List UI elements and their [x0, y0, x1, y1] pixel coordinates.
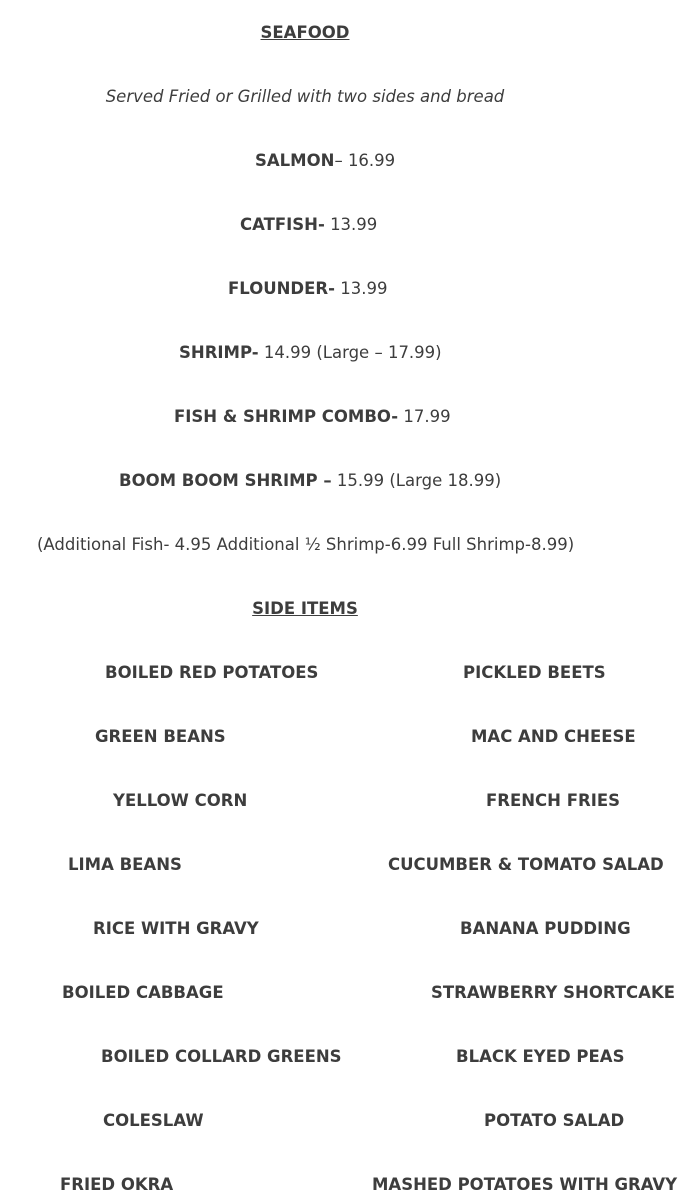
seafood-subtitle: Served Fried or Grilled with two sides and bread	[105, 87, 505, 106]
item-name: SALMON	[255, 151, 335, 170]
menu-item-salmon	[255, 150, 395, 172]
menu-item-fish-shrimp-combo	[174, 406, 451, 428]
side-item-right: BANANA PUDDING	[460, 919, 631, 938]
side-item-right: CUCUMBER & TOMATO SALAD	[388, 855, 664, 874]
item-price: 15.99 (Large 18.99)	[336, 471, 502, 490]
item-price: 14.99 (Large – 17.99)	[263, 343, 442, 362]
item-name: FISH & SHRIMP COMBO-	[174, 407, 399, 426]
side-item-left: FRIED OKRA	[60, 1175, 174, 1194]
menu-item-flounder	[228, 278, 387, 300]
item-price: 17.99	[403, 407, 451, 426]
side-item-right: FRENCH FRIES	[486, 791, 620, 810]
item-name: BOOM BOOM SHRIMP –	[119, 471, 332, 490]
side-item-left: BOILED RED POTATOES	[105, 663, 319, 682]
side-item-right: STRAWBERRY SHORTCAKE	[431, 983, 675, 1002]
side-item-left: LIMA BEANS	[68, 855, 182, 874]
item-separator: –	[334, 151, 348, 170]
seafood-heading: SEAFOOD	[260, 23, 350, 42]
item-name: SHRIMP-	[179, 343, 259, 362]
item-name: FLOUNDER-	[228, 279, 335, 298]
side-item-left: GREEN BEANS	[95, 727, 226, 746]
menu-item-catfish	[240, 214, 377, 236]
item-price: 16.99	[347, 151, 396, 170]
menu-item-shrimp	[179, 342, 442, 364]
side-item-left: BOILED CABBAGE	[62, 983, 224, 1002]
side-item-right: PICKLED BEETS	[463, 663, 606, 682]
side-item-left: COLESLAW	[103, 1111, 204, 1130]
side-item-right: POTATO SALAD	[484, 1111, 625, 1130]
side-item-left: RICE WITH GRAVY	[93, 919, 259, 938]
item-price: 13.99	[330, 215, 378, 234]
additional-pricing-note: (Additional Fish- 4.95 Additional ½ Shrimp-6.99 Full Shrimp-8.99)	[37, 535, 575, 554]
side-item-right: MAC AND CHEESE	[471, 727, 636, 746]
item-price: 13.99	[340, 279, 388, 298]
item-name: CATFISH-	[240, 215, 325, 234]
side-item-left: BOILED COLLARD GREENS	[101, 1047, 342, 1066]
side-item-left: YELLOW CORN	[113, 791, 248, 810]
menu-item-boom-boom-shrimp	[119, 470, 501, 492]
side-items-heading: SIDE ITEMS	[252, 599, 358, 618]
side-item-right: MASHED POTATOES WITH GRAVY	[372, 1175, 678, 1194]
side-item-right: BLACK EYED PEAS	[456, 1047, 625, 1066]
